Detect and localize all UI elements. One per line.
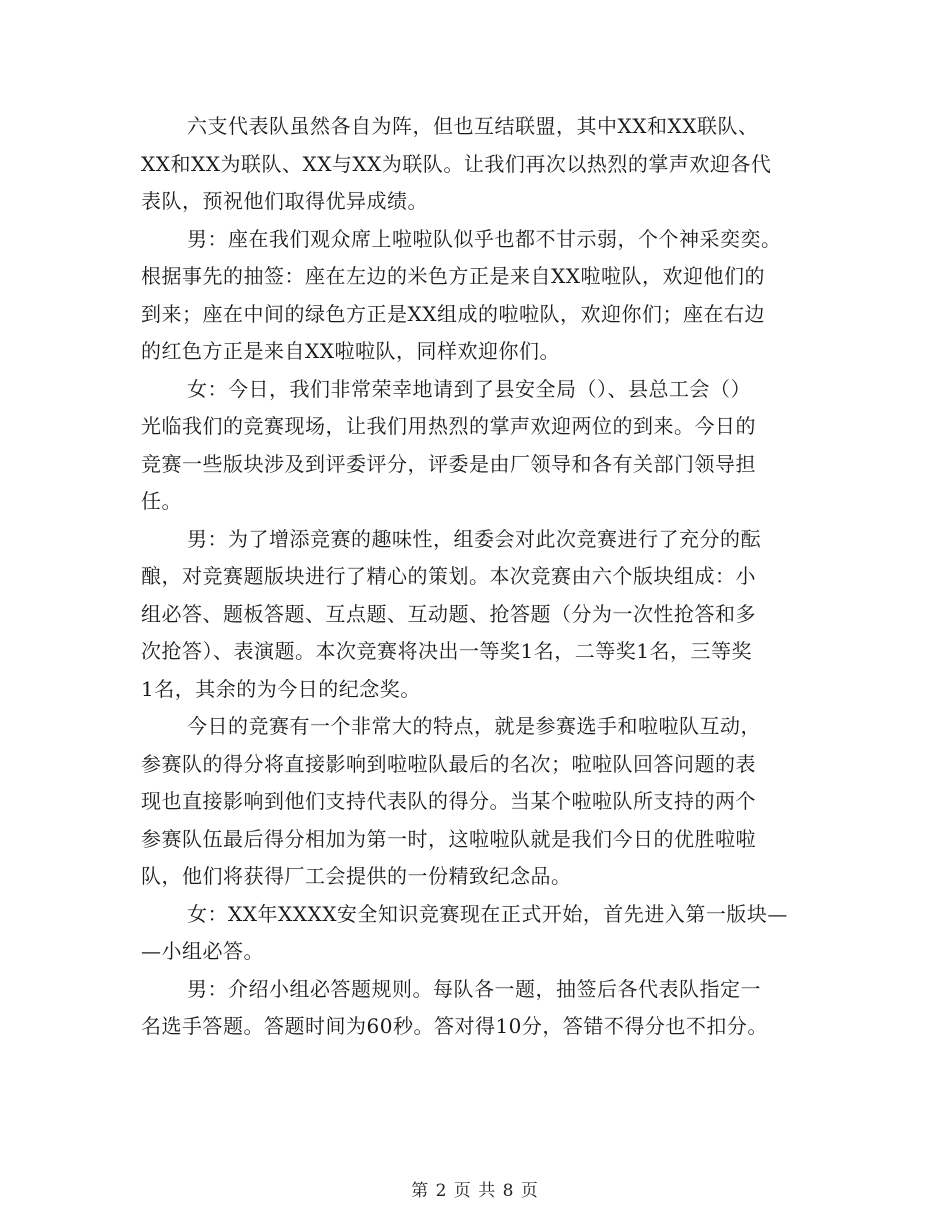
page-footer (0, 1176, 950, 1201)
text-line: 名选手答题。答题时间为60秒。答对得10分，答错不得分也不扣分。 (141, 1014, 768, 1038)
text-line: 的红色方正是来自XX啦啦队，同样欢迎你们。 (141, 339, 560, 363)
text-line: 六支代表队虽然各自为阵，但也互结联盟，其中XX和XX联队、 (187, 114, 759, 138)
text-line: 光临我们的竞赛现场，让我们用热烈的掌声欢迎两位的到来。今日的 (141, 414, 756, 438)
text-line: 男：介绍小组必答题规则。每队各一题，抽签后各代表队指定一 (187, 976, 761, 1001)
text-line: 参赛队的得分将直接影响到啦啦队最后的名次；啦啦队回答问题的表 (141, 751, 756, 776)
text-line: 次抢答）、表演题。本次竞赛将决出一等奖1名，二等奖1名，三等奖 (141, 639, 752, 663)
paragraph (141, 521, 813, 709)
document-body (141, 108, 813, 1046)
text-line: 到来；座在中间的绿色方正是XX组成的啦啦队，欢迎你们；座在右边 (141, 301, 765, 326)
paragraph (141, 971, 813, 1046)
text-line: 组必答、题板答题、互点题、互动题、抢答题（分为一次性抢答和多 (141, 601, 756, 626)
text-line: 参赛队伍最后得分相加为第一时，这啦啦队就是我们今日的优胜啦啦 (141, 826, 756, 851)
text-line: 女：XX年XXXX安全知识竞赛现在正式开始，首先进入第一版块— (187, 901, 788, 926)
paragraph (141, 708, 813, 896)
text-line: 1名，其余的为今日的纪念奖。 (141, 676, 421, 701)
text-line: 队，他们将获得厂工会提供的一份精致纪念品。 (141, 864, 572, 888)
text-line: 今日的竞赛有一个非常大的特点，就是参赛选手和啦啦队互动， (187, 714, 761, 738)
text-line: 表队，预祝他们取得优异成绩。 (141, 189, 428, 213)
text-line: 现也直接影响到他们支持代表队的得分。当某个啦啦队所支持的两个 (141, 789, 756, 813)
text-line: 女：今日，我们非常荣幸地请到了县安全局（）、县总工会（） (187, 376, 751, 401)
text-line: 男：座在我们观众席上啦啦队似乎也都不甘示弱，个个神采奕奕。 (187, 226, 782, 251)
text-line: 根据事先的抽签：座在左边的米色方正是来自XX啦啦队，欢迎他们的 (141, 264, 765, 288)
text-line: 竞赛一些版块涉及到评委评分，评委是由厂领导和各有关部门领导担 (141, 451, 756, 476)
text-line: —小组必答。 (141, 939, 264, 963)
text-line: 任。 (141, 489, 182, 513)
page-number: 第 2 页 共 8 页 (411, 1181, 539, 1201)
text-line: 男：为了增添竞赛的趣味性，组委会对此次竞赛进行了充分的酝 (187, 526, 761, 551)
text-line: XX和XX为联队、XX与XX为联队。让我们再次以热烈的掌声欢迎各代 (141, 151, 772, 176)
paragraph (141, 371, 813, 521)
paragraph (141, 108, 813, 221)
paragraph (141, 221, 813, 371)
paragraph (141, 896, 813, 971)
text-line: 酿，对竞赛题版块进行了精心的策划。本次竞赛由六个版块组成：小 (141, 564, 756, 588)
